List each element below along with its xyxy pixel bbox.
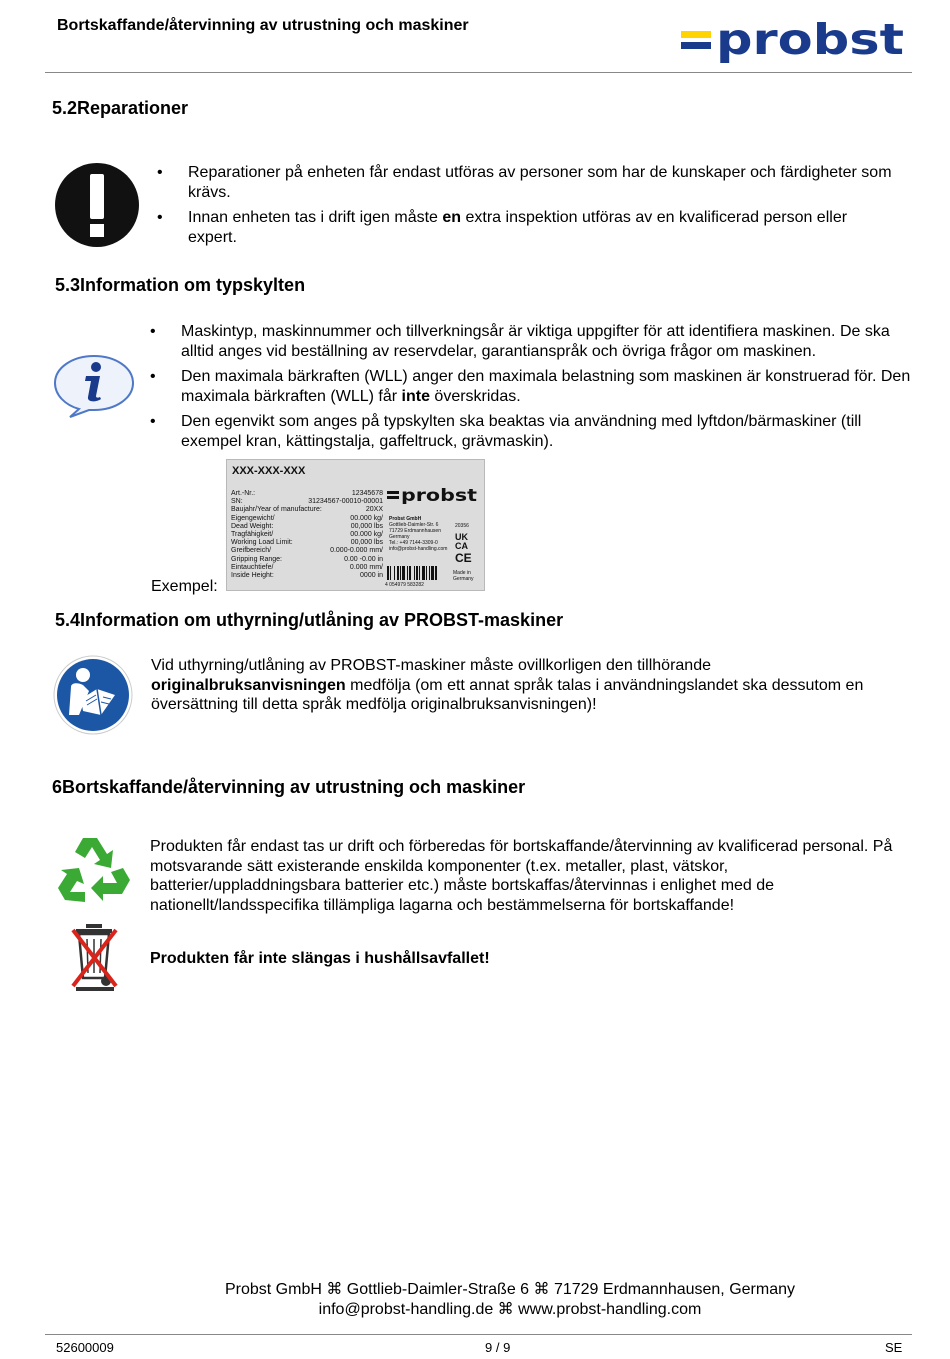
plate-row-value: 0.000-0.000 mm/ <box>330 547 383 555</box>
plate-company <box>389 516 451 552</box>
plate-row-label: Eigengewicht/ <box>231 514 275 522</box>
barcode-bar <box>426 566 427 580</box>
barcode-bar <box>387 566 389 580</box>
section-number: 5.3 <box>55 275 81 295</box>
plate-row-label: Greifbereich/ <box>231 547 272 555</box>
item-text: Den egenvikt som anges på typskylten ska beaktas via användning med lyftdon/bärmaskiner (till exempel kran, kättingstalja, gaffeltruck, grävmaskin). <box>181 413 862 450</box>
plate-row <box>231 515 383 523</box>
plate-row <box>231 531 383 539</box>
example-label: Exempel: <box>151 578 218 595</box>
list-item: • Maskintyp, maskinnummer och tillverkningsår är viktiga uppgifter för att identifiera maskinen. De ska alltid anges vid beställning av reservdelar, garantianspråk och övriga frågor om maskinen. <box>150 323 890 360</box>
barcode-bar <box>394 566 395 580</box>
read-manual-icon <box>53 655 133 740</box>
plate-row-label: Working Load Limit: <box>231 539 293 547</box>
paragraph-bold: originalbruksanvisningen <box>151 676 346 694</box>
item-text: Den maximala bärkraften (WLL) anger den maximala belastning som maskinen är konstruerad för. Den maximala bärkraften (WLL) får <box>181 368 911 405</box>
plate-row <box>231 498 383 506</box>
header-title: Bortskaffande/återvinning av utrustning och maskiner <box>57 17 469 34</box>
barcode-bar <box>400 566 401 580</box>
item-text: Innan enheten tas i drift igen måste <box>188 209 443 226</box>
plate-row-value: 0000 in <box>360 572 383 580</box>
section-title: Information om typskylten <box>80 275 306 295</box>
plate-row-value: 12345678 <box>351 490 383 497</box>
plate-row <box>231 539 383 547</box>
list-item: • Innan enheten tas i drift igen måste en extra inspektion utföras av en kvalificerad person eller expert. <box>157 209 848 246</box>
header-divider <box>45 72 912 73</box>
item-text: överskridas. <box>429 387 521 405</box>
section-5-4-heading <box>55 610 563 631</box>
plate-rows <box>231 490 383 580</box>
barcode-bar <box>435 566 437 580</box>
plate-row <box>231 564 383 572</box>
plate-code: 20356 <box>455 523 469 529</box>
plate-row-label: Baujahr/Year of manufacture: <box>231 506 322 514</box>
plate-title: XXX-XXX-XXX <box>232 465 306 477</box>
section-5-3-heading <box>55 275 305 296</box>
barcode-number: 4 054979 583282 <box>385 582 424 588</box>
item-text: Maskintyp, maskinnummer och tillverkningsår är viktiga uppgifter för att identifiera maskinen. De ska alltid anges vid beställning av reservdelar, garantianspråk och övriga frågor om maskinen. <box>181 323 890 360</box>
household-waste-warning: Produkten får inte slängas i hushållsavfallet! <box>150 950 490 967</box>
plate-company-line: Germany <box>389 534 410 540</box>
list-item: • Den egenvikt som anges på typskylten ska beaktas via användning med lyftdon/bärmaskiner (till exempel kran, kättingstalja, gaffeltruck, grävmaskin). <box>150 413 862 450</box>
paragraph-text: Vid uthyrning/utlåning av PROBST-maskiner måste ovillkorligen den tillhörande <box>151 657 711 674</box>
crossed-bin-icon <box>70 922 120 997</box>
section-number: 6 <box>52 777 63 797</box>
paragraph-text: medfölja (om ett annat språk talas i användningslandet ska dessutom en översättning till detta språk medfölja originalbruksanvisningen)! <box>151 676 864 713</box>
page-number: 9 / 9 <box>485 1340 511 1355</box>
footer-address: Probst GmbH ⌘ Gottlieb-Daimler-Straße 6 ⌘ 71729 Erdmannhausen, Germany <box>224 1281 795 1298</box>
item-bold: inte <box>401 387 430 405</box>
barcode-bar <box>429 566 430 580</box>
plate-row-label: SN: <box>231 498 243 506</box>
plate-company-line: Gottlieb-Daimler-Str. 6 <box>389 522 439 528</box>
section-title: Reparationer <box>77 98 189 118</box>
section-title: Information om uthyrning/utlåning av PROBST-maskiner <box>80 610 564 630</box>
s54-paragraph <box>151 656 901 715</box>
list-item: • Den maximala bärkraften (WLL) anger den maximala belastning som maskinen är konstruerad för. Den maximala bärkraften (WLL) får inte överskridas. <box>150 368 911 405</box>
barcode <box>387 566 451 580</box>
plate-company-line: Tel.: +49 7144-3309-0 <box>389 540 438 546</box>
footer-divider <box>45 1334 912 1335</box>
section-5-2-heading <box>52 98 188 119</box>
plate-row-label: Art.-Nr.: <box>231 490 256 497</box>
barcode-bar <box>407 566 408 580</box>
plate-company-line: info@probst-handling.com <box>389 546 448 552</box>
barcode-bar <box>409 566 411 580</box>
barcode-bar <box>416 566 418 580</box>
plate-row <box>231 523 383 531</box>
footer-contact: info@probst-handling.de ⌘ www.probst-handling.com <box>318 1301 702 1318</box>
barcode-bar <box>390 566 391 580</box>
ukca-mark: UK CA <box>455 532 468 551</box>
plate-row <box>231 556 383 564</box>
s6-paragraph: Produkten får endast tas ur drift och förberedas för bortskaffande/återvinning av kvalificerad personal. På motsvarande sätt existerande enskilda komponenter (t.ex. metaller, plast, vätskor, batterier/uppladdningsbara batterier etc.) måste bortskaffas/återvinnas i enlighet med de nationellt/landsspecifika tillämpliga lagarna och bestämmelserna för bortskaffande! <box>150 838 893 914</box>
plate-row <box>231 572 383 580</box>
plate-row-value: 00,000 lbs <box>350 539 383 547</box>
ce-mark: CE <box>455 551 472 565</box>
list-item: • Reparationer på enheten får endast utföras av personer som har de kunskaper och färdigheter som krävs. <box>157 164 892 201</box>
recycling-icon <box>57 834 131 911</box>
section-title: Bortskaffande/återvinning av utrustning och maskiner <box>62 777 526 797</box>
plate-row-label: Inside Height: <box>231 572 274 580</box>
barcode-bar <box>397 566 399 580</box>
plate-row-value: 0.000 mm/ <box>349 563 383 571</box>
barcode-bar <box>431 566 434 580</box>
barcode-bar <box>422 566 425 580</box>
document-number: 52600009 <box>56 1340 114 1355</box>
info-icon <box>52 352 136 423</box>
plate-row-value: 00,000 lbs <box>350 522 383 530</box>
item-text: Reparationer på enheten får endast utföras av personer som har de kunskaper och färdigheter som krävs. <box>188 164 892 201</box>
item-bold: en <box>442 209 462 226</box>
plate-company-line: 71729 Erdmannhausen <box>389 528 441 534</box>
s53-list <box>150 322 911 457</box>
svg-text:probst: probst <box>716 22 904 65</box>
plate-row <box>231 506 383 514</box>
plate-logo <box>387 486 479 507</box>
item-text: extra inspektion utföras av en kvalificerad person eller expert. <box>188 209 848 246</box>
plate-row-value: 0.00 -0.00 in <box>344 555 383 563</box>
language-code: SE <box>885 1340 903 1355</box>
plate-row-value: 20XX <box>365 506 383 514</box>
section-6-heading <box>52 777 525 798</box>
svg-text:probst: probst <box>401 486 477 504</box>
s52-list <box>157 163 898 253</box>
barcode-bar <box>414 566 415 580</box>
made-in: Made in Germany <box>453 570 474 582</box>
section-number: 5.2 <box>52 98 78 118</box>
plate-row-value: 00.000 kg/ <box>350 514 383 522</box>
plate-row-value: 00.000 kg/ <box>350 531 383 539</box>
plate-row-label: Tragfähigkeit/ <box>231 531 274 539</box>
section-number: 5.4 <box>55 610 81 630</box>
type-plate-image <box>226 459 485 591</box>
plate-row-label: Gripping Range: <box>231 555 282 563</box>
plate-company-line: Probst GmbH <box>389 516 422 522</box>
plate-row-value: 31234567-00010-00001 <box>308 498 383 506</box>
plate-row <box>231 547 383 555</box>
probst-logo <box>680 22 905 68</box>
plate-row-label: Eintauchtiefe/ <box>231 563 274 571</box>
barcode-bar <box>402 566 405 580</box>
barcode-bar <box>419 566 420 580</box>
warning-icon <box>54 162 140 253</box>
plate-row-label: Dead Weight: <box>231 522 274 530</box>
plate-row <box>231 490 383 498</box>
